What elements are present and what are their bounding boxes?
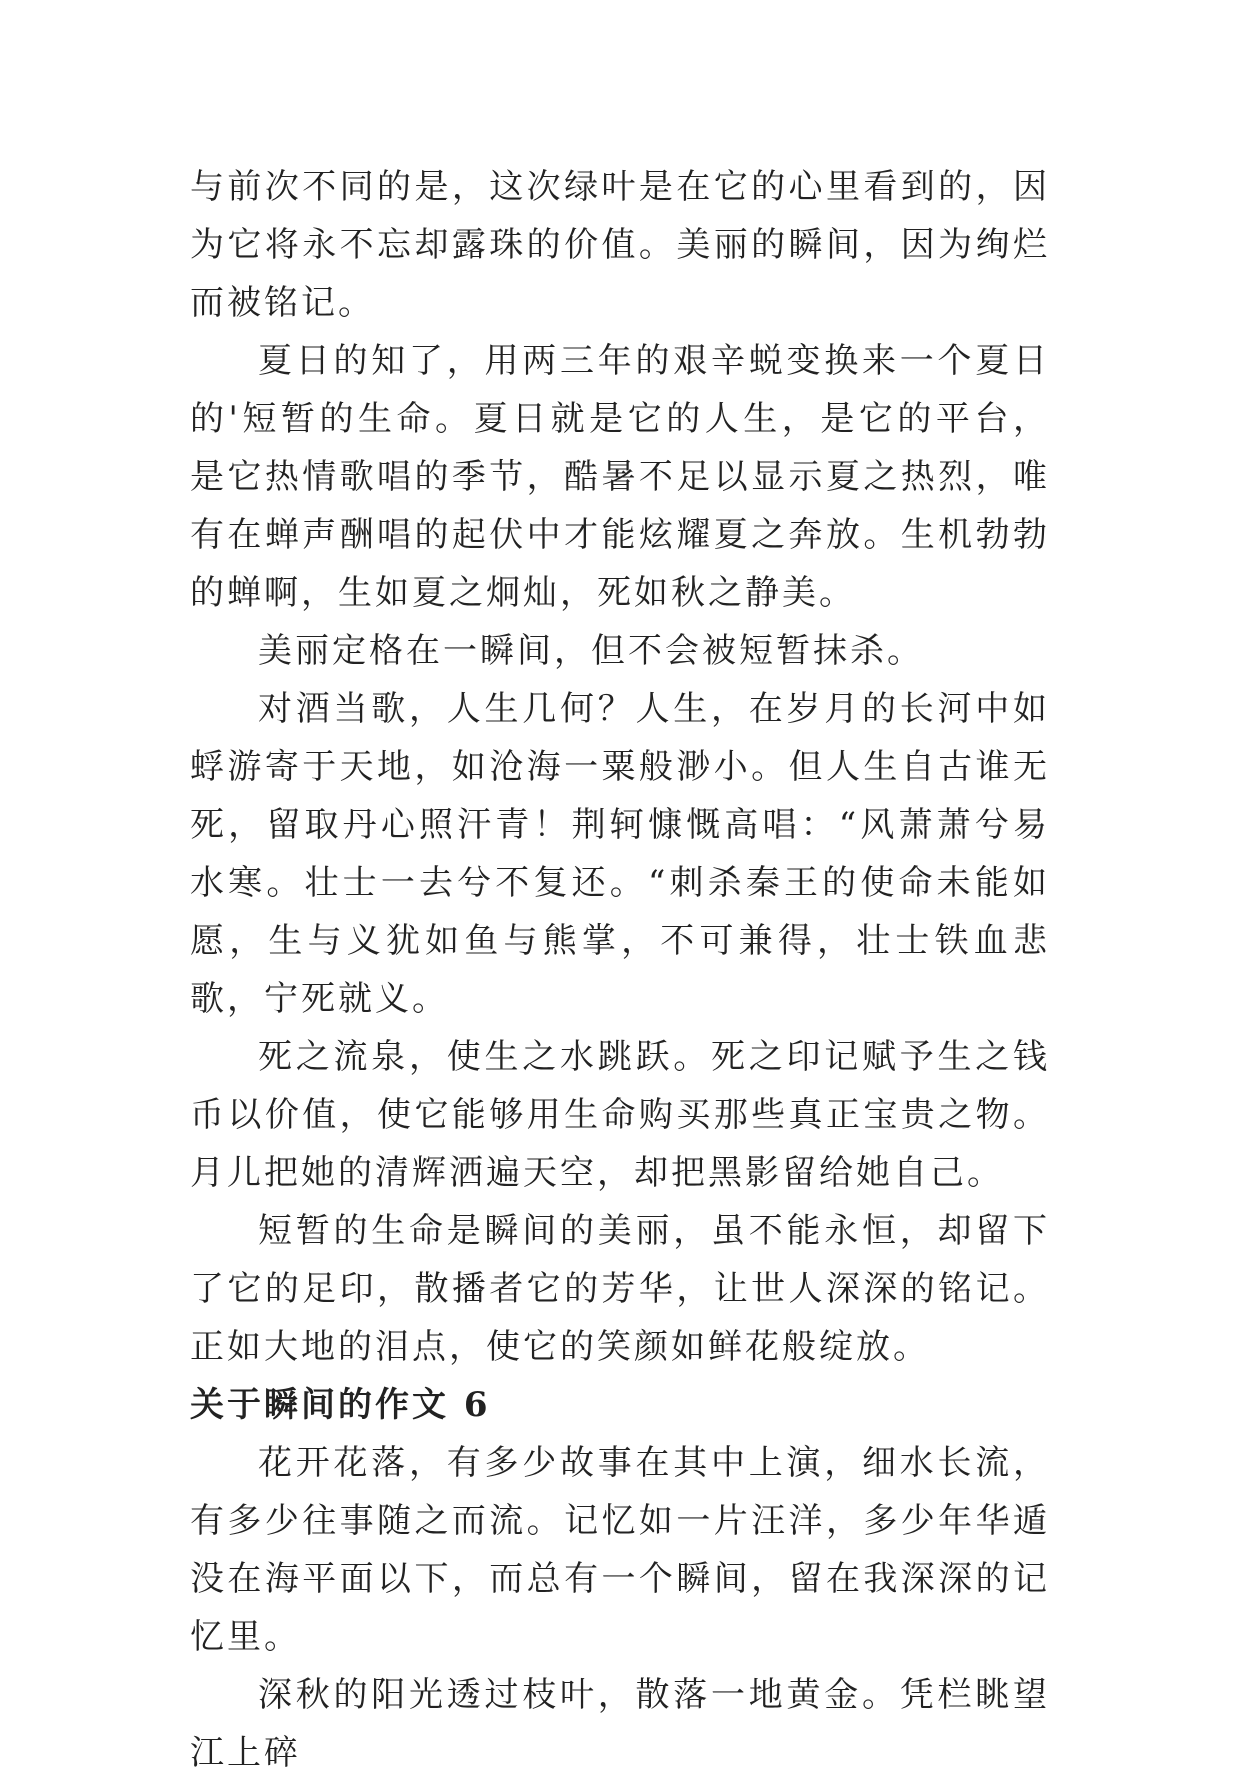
paragraph-continued: 与前次不同的是，这次绿叶是在它的心里看到的，因为它将永不忘却露珠的价值。美丽的瞬间，因为绚烂而被铭记。 bbox=[190, 167, 1050, 323]
paragraph-spring-of-death: 死之流泉，使生之水跳跃。死之印记赋予生之钱币以价值，使它能够用生命购买那些真正宝贵之物。月儿把她的清辉洒遍天空，却把黑影留给她自己。 bbox=[190, 1037, 1050, 1193]
paragraph-jing-ke: 对酒当歌，人生几何？人生，在岁月的长河中如蜉游寄于天地，如沧海一粟般渺小。但人生自古谁无死，留取丹心照汗青！荆轲慷慨高唱：“风萧萧兮易水寒。壮士一去兮不复还。“刺杀秦王的使命未能如愿，生与义犹如鱼与熊掌，不可兼得，壮士铁血悲歌，宁死就义。 bbox=[190, 689, 1050, 1019]
paragraph-flowers: 花开花落，有多少故事在其中上演，细水长流，有多少往事随之而流。记忆如一片汪洋，多少年华遁没在海平面以下，而总有一个瞬间，留在我深深的记忆里。 bbox=[190, 1443, 1050, 1657]
document-body bbox=[190, 158, 1050, 1782]
paragraph-beauty-frozen: 美丽定格在一瞬间，但不会被短暂抹杀。 bbox=[258, 631, 924, 671]
paragraph-short-life: 短暂的生命是瞬间的美丽，虽不能永恒，却留下了它的足印，散播者它的芳华，让世人深深的铭记。正如大地的泪点，使它的笑颜如鲜花般绽放。 bbox=[190, 1211, 1050, 1367]
section-heading: 关于瞬间的作文 6 bbox=[190, 1385, 491, 1425]
paragraph-autumn-sun: 深秋的阳光透过枝叶，散落一地黄金。凭栏眺望江上碎 bbox=[190, 1675, 1050, 1773]
paragraph-cicada: 夏日的知了，用两三年的艰辛蜕变换来一个夏日的'短暂的生命。夏日就是它的人生，是它的平台，是它热情歌唱的季节，酷暑不足以显示夏之热烈，唯有在蝉声酬唱的起伏中才能炫耀夏之奔放。生机勃勃的蝉啊，生如夏之炯灿，死如秋之静美。 bbox=[190, 341, 1050, 613]
